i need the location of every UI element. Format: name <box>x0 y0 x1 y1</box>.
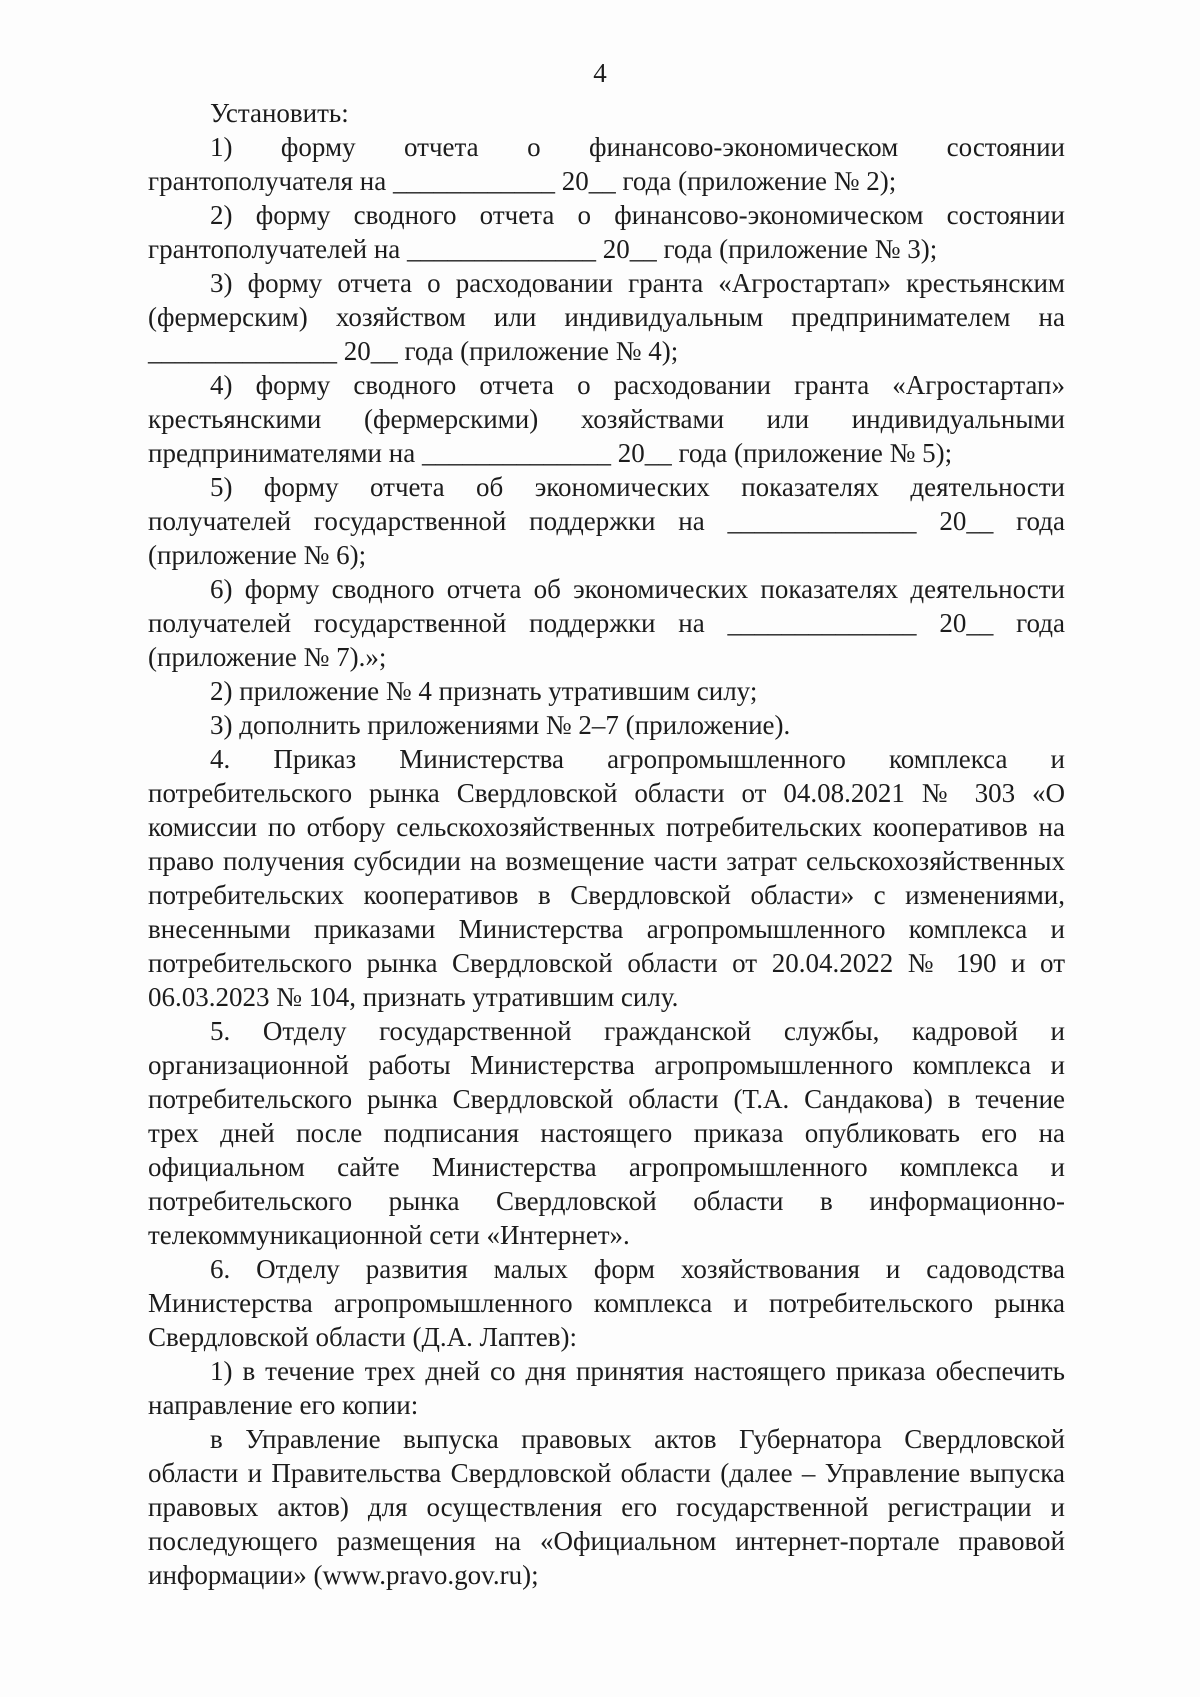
paragraph: 1) форму отчета о финансово-экономическом состоянии грантополучателя на ____________ 20__ года (приложение № 2); <box>148 132 1072 196</box>
paragraph: 2) форму сводного отчета о финансово-экономическом состоянии грантополучателей на ______________ 20__ года (приложение № 3); <box>148 200 1072 264</box>
paragraph: 5. Отделу государственной гражданской службы, кадровой и организационной работы Министерства агропромышленного комплекса и потребительского рынка Свердловской области (Т.А. Сандакова) в течение трех дней после подписания настоящего приказа опубликовать его на официальном сайте Министерства агропромышленного комплекса и потребительского рынка Свердловской области в информационно-телекоммуникационной сети «Интернет». <box>148 1016 1072 1250</box>
paragraph: 6) форму сводного отчета об экономических показателях деятельности получателей государственной поддержки на ______________ 20__ года (приложение № 7).»; <box>148 574 1072 672</box>
paragraph: 3) дополнить приложениями № 2–7 (приложение). <box>210 710 791 740</box>
paragraph: 5) форму отчета об экономических показателях деятельности получателей государственной поддержки на ______________ 20__ года (приложение № 6); <box>148 472 1072 570</box>
paragraph: 4) форму сводного отчета о расходовании гранта «Агростартап» крестьянскими (фермерскими) хозяйствами или индивидуальными предпринимателями на ______________ 20__ года (приложение № 5); <box>148 370 1072 468</box>
page-number: 4 <box>593 58 607 88</box>
document-body <box>148 96 1072 1592</box>
paragraph: 4. Приказ Министерства агропромышленного комплекса и потребительского рынка Свердловской области от 04.08.2021 № 303 «О комиссии по отбору сельскохозяйственных потребительских кооперативов на право получения субсидии на возмещение части затрат сельскохозяйственных потребительских кооперативов в Свердловской области» с изменениями, внесенными приказами Министерства агропромышленного комплекса и потребительского рынка Свердловской области от 20.04.2022 № 190 и от 06.03.2023 № 104, признать утратившим силу. <box>148 744 1072 1012</box>
paragraph: 3) форму отчета о расходовании гранта «Агростартап» крестьянским (фермерским) хозяйством или индивидуальным предпринимателем на ______________ 20__ года (приложение № 4); <box>148 268 1072 366</box>
paragraph: 1) в течение трех дней со дня принятия настоящего приказа обеспечить направление его копии: <box>148 1356 1072 1420</box>
paragraph: Установить: <box>210 98 349 128</box>
paragraph: в Управление выпуска правовых актов Губернатора Свердловской области и Правительства Свердловской области (далее – Управление выпуска правовых актов) для осуществления его государственной регистрации и последующего размещения на «Официальном интернет-портале правовой информации» (www.pravo.gov.ru); <box>148 1424 1072 1590</box>
paragraph: 6. Отделу развития малых форм хозяйствования и садоводства Министерства агропромышленного комплекса и потребительского рынка Свердловской области (Д.А. Лаптев): <box>148 1254 1072 1352</box>
paragraph: 2) приложение № 4 признать утратившим силу; <box>210 676 758 706</box>
